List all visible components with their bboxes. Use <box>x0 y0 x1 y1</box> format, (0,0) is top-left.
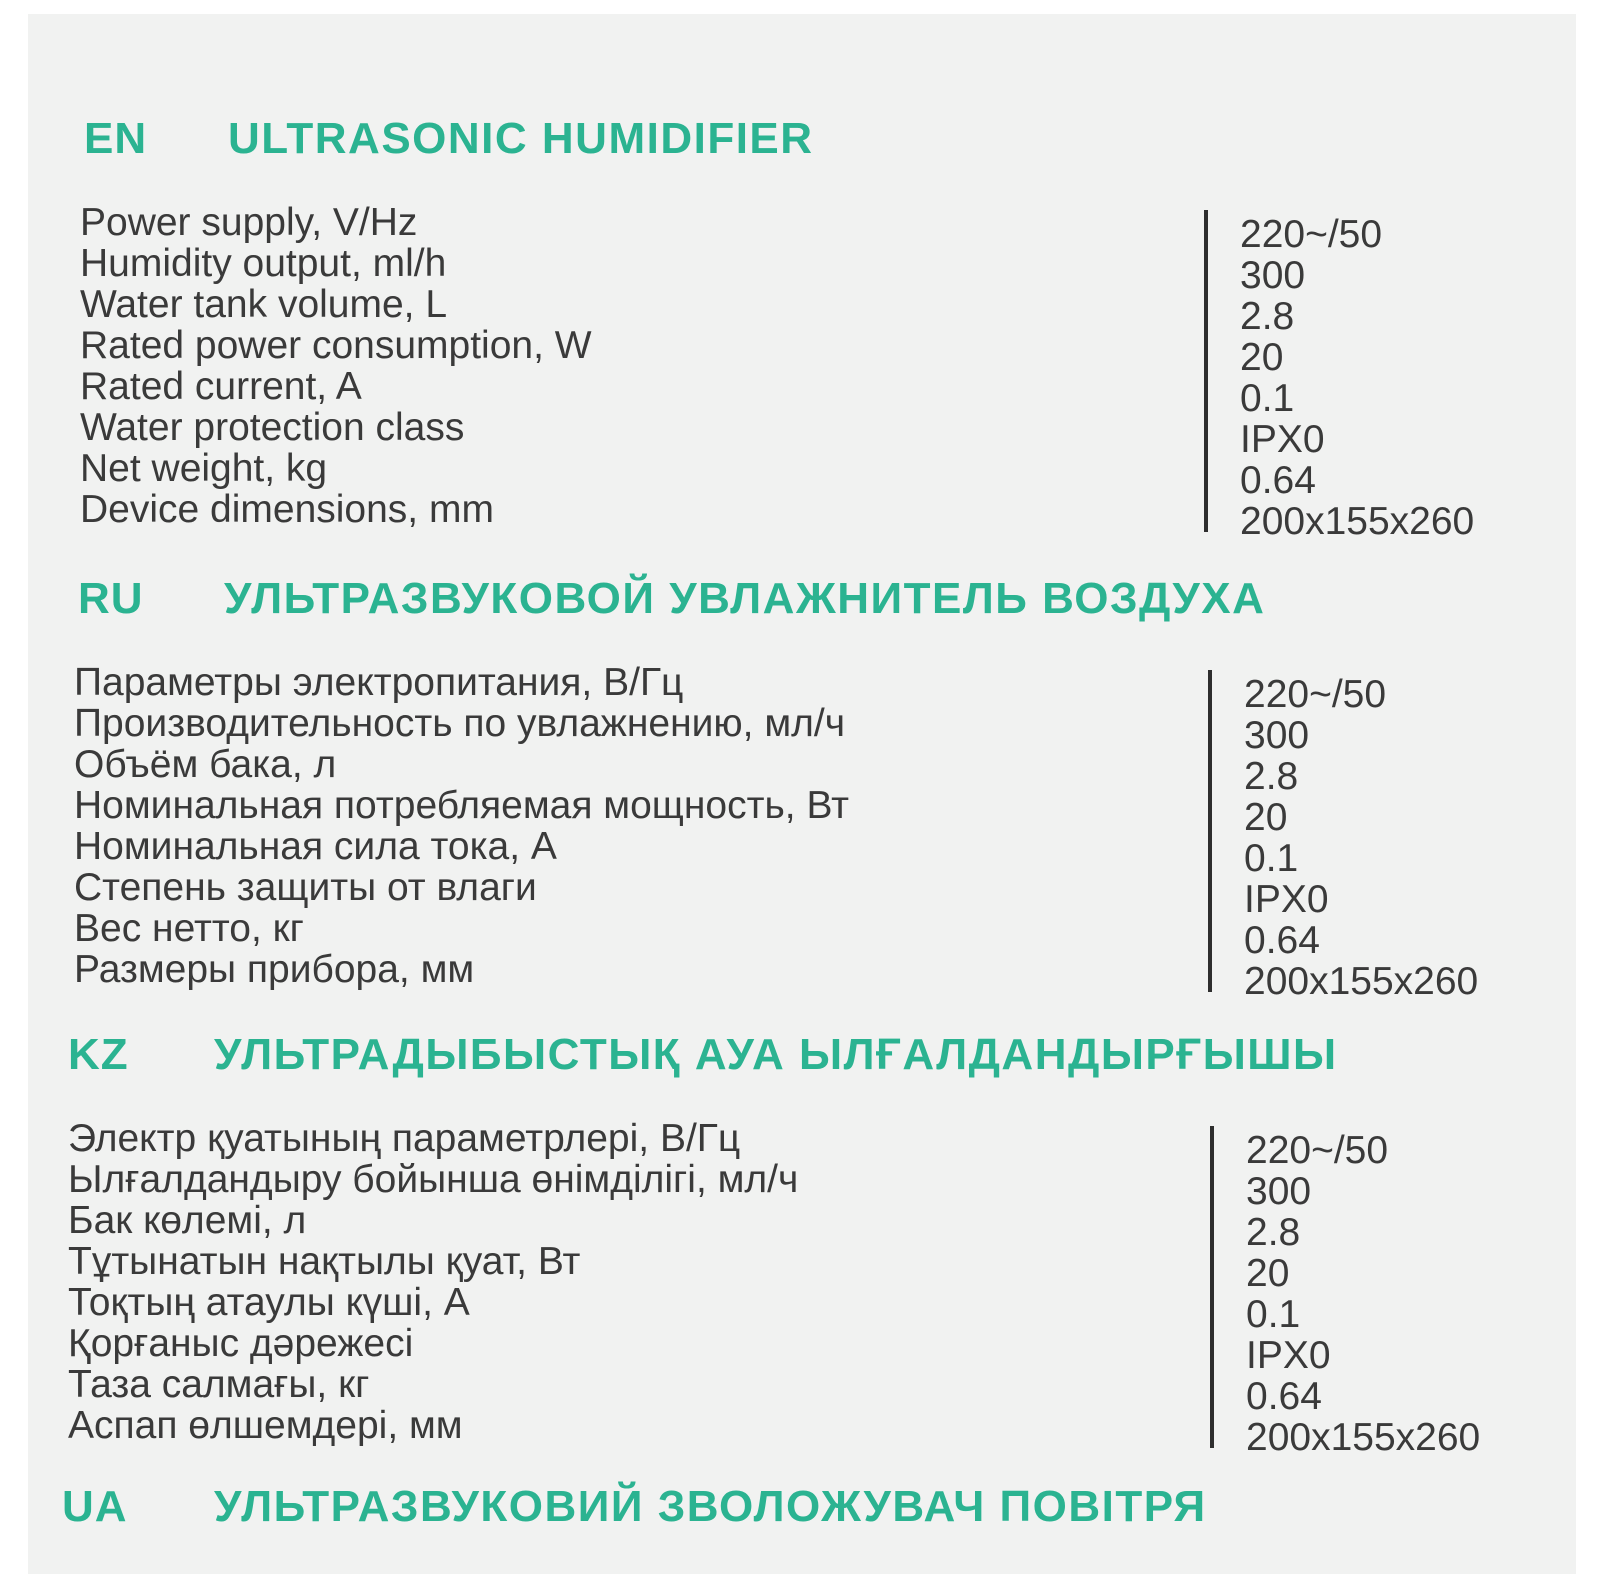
section-header <box>28 1482 1576 1542</box>
spec-value: 20 <box>1244 796 1288 839</box>
spec-label: Электр қуатының параметрлері, В/Гц <box>68 1117 741 1160</box>
spec-label: Тұтынатын нақтылы қуат, Вт <box>68 1240 581 1283</box>
spec-value: 2.8 <box>1246 1211 1301 1254</box>
spec-label: Тоқтың атаулы күші, А <box>68 1281 470 1324</box>
spec-value: 220~/50 <box>1240 213 1383 256</box>
spec-value: 0.64 <box>1246 1375 1322 1418</box>
spec-value: 220~/50 <box>1246 1129 1389 1172</box>
spec-label: Net weight, kg <box>80 447 328 490</box>
spec-value: 20 <box>1240 336 1284 379</box>
spec-label: Rated current, A <box>80 365 362 408</box>
section-title: ULTRASONIC HUMIDIFIER <box>228 114 814 163</box>
spec-value: 200x155x260 <box>1246 1416 1481 1459</box>
column-divider <box>1208 670 1212 992</box>
spec-label: Аспап өлшемдері, мм <box>68 1404 463 1447</box>
spec-label: Номинальная сила тока, А <box>74 825 557 868</box>
spec-label: Water tank volume, L <box>80 283 448 326</box>
column-divider <box>1204 210 1208 532</box>
spec-value: IPX0 <box>1240 418 1325 461</box>
spec-value: IPX0 <box>1244 878 1329 921</box>
spec-value: 220~/50 <box>1244 673 1387 716</box>
spec-label: Таза салмағы, кг <box>68 1363 370 1406</box>
column-divider <box>1210 1126 1214 1448</box>
spec-value: 300 <box>1246 1170 1312 1213</box>
spec-label: Rated power consumption, W <box>80 324 592 367</box>
language-code: EN <box>84 114 148 163</box>
spec-label: Номинальная потребляемая мощность, Вт <box>74 784 850 827</box>
section-title: УЛЬТРАДЫБЫСТЫҚ АУА ЫЛҒАЛДАНДЫРҒЫШЫ <box>214 1030 1338 1079</box>
spec-label: Производительность по увлажнению, мл/ч <box>74 702 846 745</box>
spec-sheet <box>28 14 1576 1574</box>
spec-label: Степень защиты от влаги <box>74 866 537 909</box>
spec-label: Power supply, V/Hz <box>80 201 418 244</box>
language-code: RU <box>78 574 144 623</box>
spec-value: 2.8 <box>1244 755 1299 798</box>
language-code: KZ <box>68 1030 129 1079</box>
spec-label: Water protection class <box>80 406 465 449</box>
spec-label: Humidity output, ml/h <box>80 242 447 285</box>
spec-label: Ылғалдандыру бойынша өнімділігі, мл/ч <box>68 1158 799 1201</box>
spec-value: 0.64 <box>1240 459 1316 502</box>
spec-value: 0.64 <box>1244 919 1320 962</box>
spec-value: 0.1 <box>1240 377 1295 420</box>
section-header <box>28 1030 1576 1090</box>
spec-label: Размеры прибора, мм <box>74 948 475 991</box>
spec-value: 300 <box>1244 714 1310 757</box>
spec-label: Параметры электропитания, В/Гц <box>74 661 684 704</box>
spec-label: Device dimensions, mm <box>80 488 494 531</box>
section-title: УЛЬТРАЗВУКОВИЙ ЗВОЛОЖУВАЧ ПОВІТРЯ <box>214 1482 1207 1531</box>
spec-value: 0.1 <box>1244 837 1299 880</box>
spec-value: 0.1 <box>1246 1293 1301 1336</box>
spec-value: 200x155x260 <box>1240 500 1475 543</box>
spec-label: Бак көлемі, л <box>68 1199 307 1242</box>
spec-value: 20 <box>1246 1252 1290 1295</box>
section-header <box>28 574 1576 634</box>
spec-label: Қорғаныс дәрежесі <box>68 1322 414 1365</box>
language-code: UA <box>62 1482 128 1531</box>
spec-label: Вес нетто, кг <box>74 907 304 950</box>
spec-value: IPX0 <box>1246 1334 1331 1377</box>
spec-value: 300 <box>1240 254 1306 297</box>
section-header <box>28 114 1576 174</box>
section-title: УЛЬТРАЗВУКОВОЙ УВЛАЖНИТЕЛЬ ВОЗДУХА <box>224 574 1266 623</box>
spec-label: Объём бака, л <box>74 743 337 786</box>
spec-value: 2.8 <box>1240 295 1295 338</box>
spec-value: 200x155x260 <box>1244 960 1479 1003</box>
